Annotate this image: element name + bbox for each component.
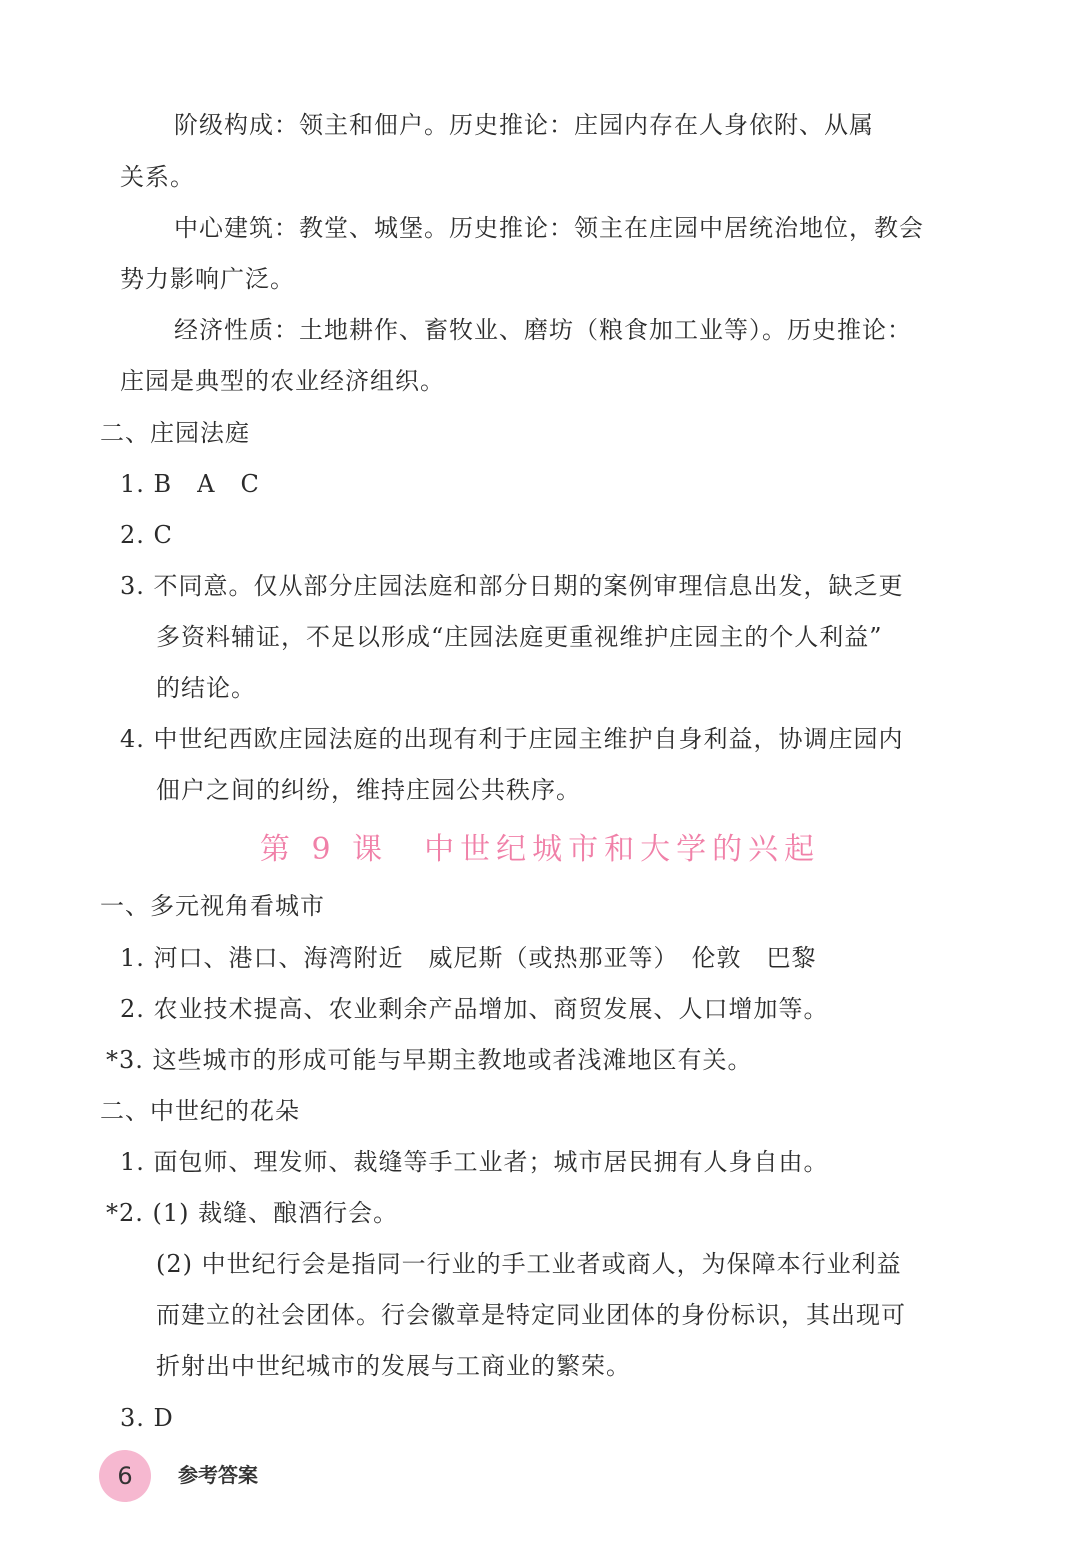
section-heading-city: 一、多元视角看城市 [100,892,325,920]
paragraph-central-buildings-line2: 势力影响广泛。 [120,265,295,293]
answer-item-flower-1: 1. 面包师、理发师、裁缝等手工业者；城市居民拥有人身自由。 [120,1148,829,1176]
answer-item-flower-2-line2: (2) 中世纪行会是指同一行业的手工业者或商人，为保障本行业利益 [156,1250,902,1278]
answer-item-4-line2: 佃户之间的纠纷，维持庄园公共秩序。 [156,776,581,804]
answer-item-city-1: 1. 河口、港口、海湾附近 威尼斯（或热那亚等） 伦敦 巴黎 [120,944,817,972]
page-number-badge: 6 [99,1450,151,1502]
paragraph-economic-nature-line1: 经济性质：土地耕作、畜牧业、磨坊（粮食加工业等）。历史推论： [174,316,912,344]
answer-item-1: 1. B A C [120,470,260,498]
section-heading-manor-court: 二、庄园法庭 [100,419,250,447]
section-heading-flower: 二、中世纪的花朵 [100,1097,300,1125]
answer-item-flower-2-line4: 折射出中世纪城市的发展与工商业的繁荣。 [156,1352,631,1380]
answer-item-city-2: 2. 农业技术提高、农业剩余产品增加、商贸发展、人口增加等。 [120,995,829,1023]
answer-item-flower-2-line1: *2. (1) 裁缝、酿酒行会。 [106,1199,399,1227]
answer-item-flower-2-line3: 而建立的社会团体。行会徽章是特定同业团体的身份标识，其出现可 [156,1301,906,1329]
footer-label: 参考答案 [178,1463,258,1487]
paragraph-economic-nature-line2: 庄园是典型的农业经济组织。 [120,367,445,395]
answer-item-city-3: *3. 这些城市的形成可能与早期主教地或者浅滩地区有关。 [106,1046,753,1074]
answer-item-3-line3: 的结论。 [156,674,256,702]
paragraph-central-buildings-line1: 中心建筑：教堂、城堡。历史推论：领主在庄园中居统治地位，教会 [174,214,924,242]
answer-item-flower-3: 3. D [120,1404,174,1432]
paragraph-class-composition-line1: 阶级构成：领主和佃户。历史推论：庄园内存在人身依附、从属 [174,111,874,139]
paragraph-class-composition-line2: 关系。 [120,163,195,191]
answer-item-3-line2: 多资料辅证，不足以形成“庄园法庭更重视维护庄园主的个人利益” [156,623,883,651]
answer-item-3-line1: 3. 不同意。仅从部分庄园法庭和部分日期的案例审理信息出发，缺乏更 [120,572,904,600]
lesson-title: 第 9 课 中世纪城市和大学的兴起 [259,832,821,867]
answer-item-4-line1: 4. 中世纪西欧庄园法庭的出现有利于庄园主维护自身利益，协调庄园内 [120,725,904,753]
answer-item-2: 2. C [120,521,173,549]
